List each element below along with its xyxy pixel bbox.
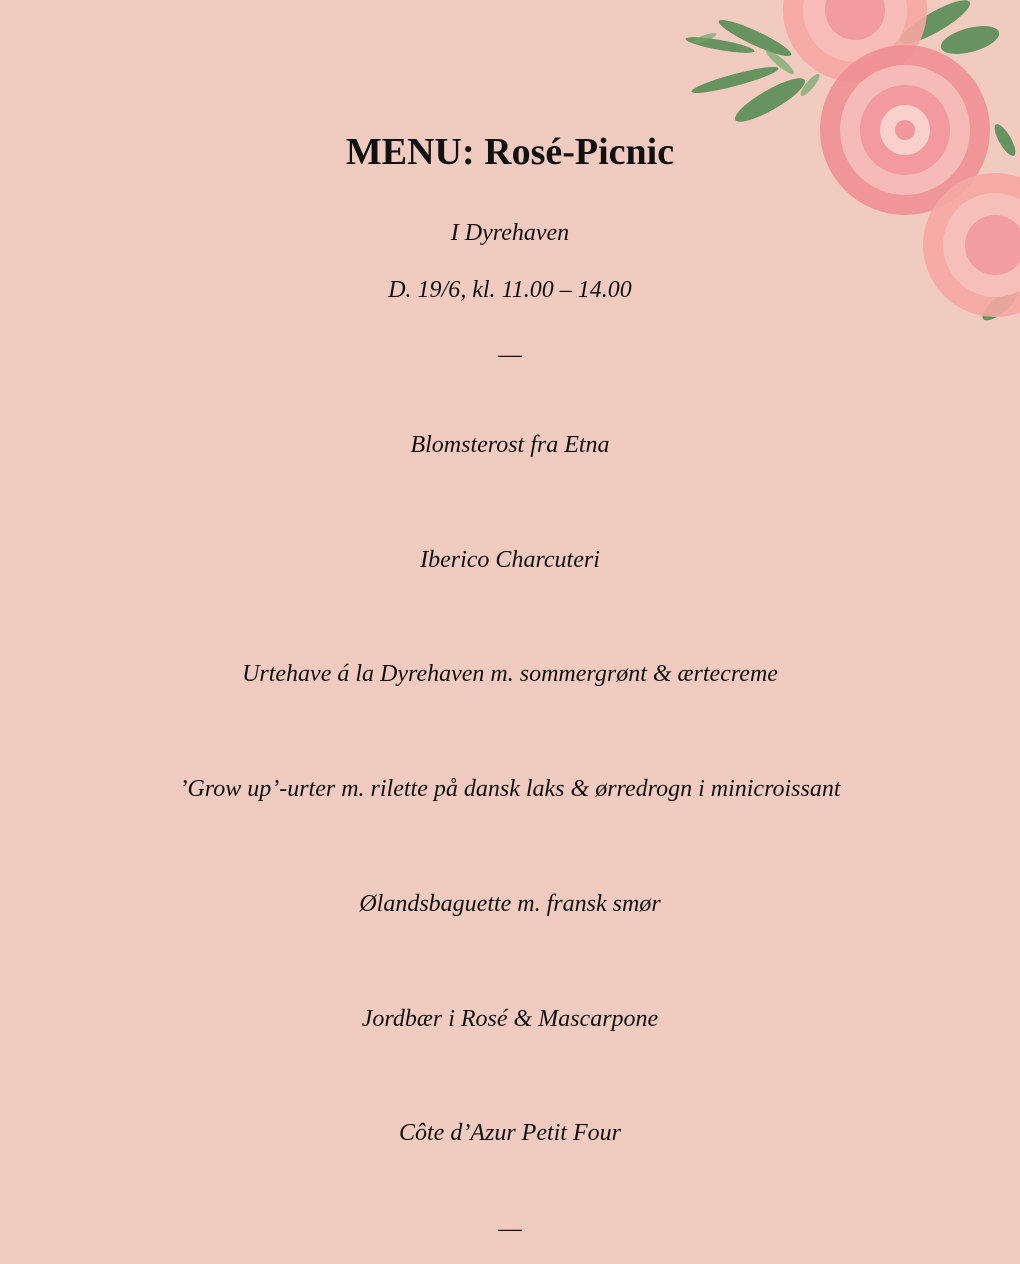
menu-item: Blomsterost fra Etna bbox=[410, 432, 610, 458]
menu-item: Urtehave á la Dyrehaven m. sommergrønt & ærtecreme bbox=[242, 661, 778, 687]
location-text: I Dyrehaven bbox=[450, 220, 570, 246]
menu-item: Iberico Charcuteri bbox=[420, 547, 600, 573]
menu-item: Côte d’Azur Petit Four bbox=[399, 1120, 621, 1146]
separator-top: — bbox=[498, 342, 522, 368]
watercolor-roses-icon bbox=[660, 0, 1020, 360]
separator-bottom: — bbox=[498, 1216, 522, 1242]
date-time-text: D. 19/6, kl. 11.00 – 14.00 bbox=[388, 277, 632, 303]
page-title: MENU: Rosé-Picnic bbox=[345, 131, 675, 173]
menu-item: ’Grow up’-urter m. rilette på dansk laks & ørredrogn i minicroissant bbox=[179, 776, 841, 802]
menu-item: Ølandsbaguette m. fransk smør bbox=[359, 891, 661, 917]
menu-item: Jordbær i Rosé & Mascarpone bbox=[361, 1006, 659, 1032]
